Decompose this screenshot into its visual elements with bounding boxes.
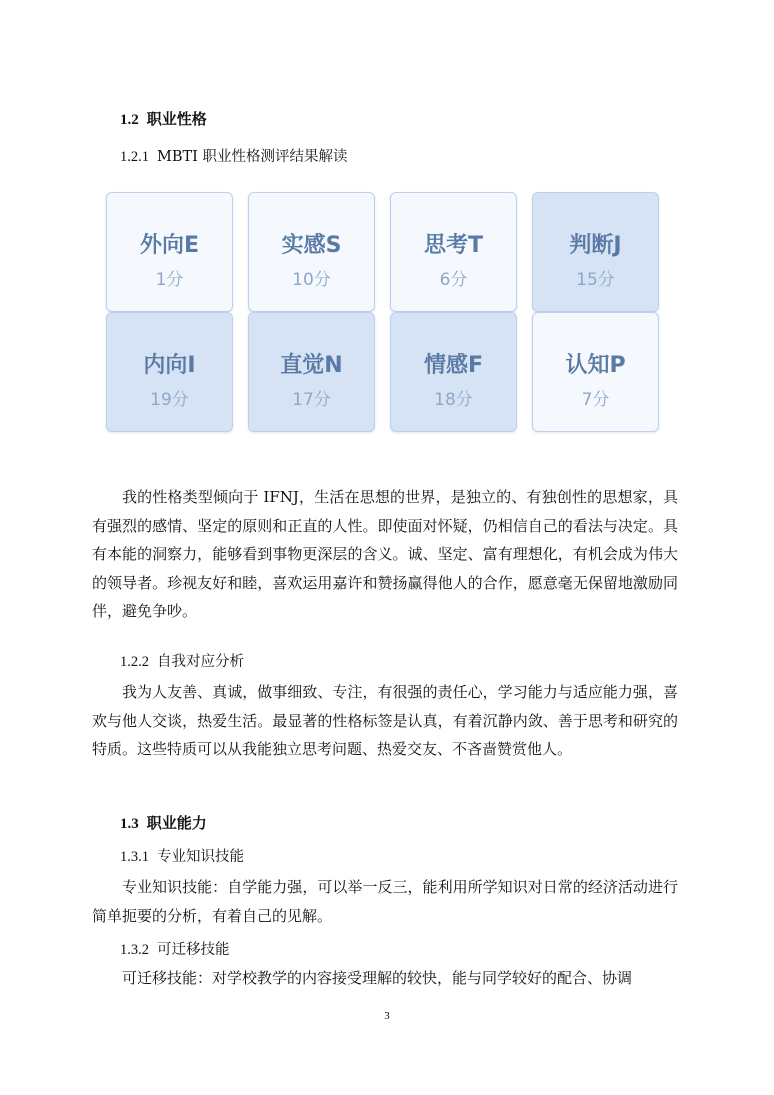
- mbti-card-feeling: [390, 312, 517, 432]
- section-title: 职业能力: [146, 814, 207, 832]
- paragraph-professional-skills: 专业知识技能：自学能力强，可以举一反三，能利用所学知识对日常的经济活动进行简单扼要的分析，有着自己的见解。: [92, 878, 678, 925]
- mbti-dimension: 外向E: [139, 233, 200, 258]
- mbti-score: 7分: [581, 390, 610, 410]
- section-title: 专业知识技能: [157, 849, 244, 865]
- section-title: 自我对应分析: [157, 654, 244, 670]
- mbti-score: 18分: [434, 390, 473, 410]
- mbti-dimension: 认知P: [565, 353, 626, 378]
- mbti-score: 19分: [150, 390, 189, 410]
- paragraph-self-analysis: 我为人友善、真诚，做事细致、专注，有很强的责任心，学习能力与适应能力强，喜欢与他人交谈，热爱生活。最显著的性格标签是认真，有着沉静内敛、善于思考和研究的特质。这些特质可以从我能独立思考问题、热爱交友、不吝啬赞赏他人。: [92, 683, 678, 758]
- mbti-card-thinking: [390, 192, 517, 312]
- section-title: MBTI 职业性格测评结果解读: [157, 149, 348, 165]
- mbti-dimension: 情感F: [423, 353, 484, 378]
- mbti-dimension: 实感S: [281, 233, 342, 258]
- section-heading-1-2-2: [120, 650, 244, 671]
- mbti-card-extravert: [106, 192, 233, 312]
- mbti-score: 1分: [155, 270, 184, 290]
- mbti-score: 6分: [439, 270, 468, 290]
- section-number: 1.3: [120, 816, 139, 832]
- mbti-score: 15分: [576, 270, 615, 290]
- mbti-card-intuition: [248, 312, 375, 432]
- page-number: 3: [384, 1010, 390, 1022]
- mbti-card-perceiving: [532, 312, 659, 432]
- mbti-card-introvert: [106, 312, 233, 432]
- mbti-card-sensing: [248, 192, 375, 312]
- mbti-result-grid: [106, 192, 662, 434]
- mbti-dimension: 内向I: [143, 353, 196, 378]
- section-title: 职业性格: [146, 110, 207, 128]
- mbti-card-judging: [532, 192, 659, 312]
- section-title: 可迁移技能: [157, 942, 230, 958]
- section-heading-1-2: [120, 108, 207, 129]
- paragraph-transferable-skills: 可迁移技能：对学校教学的内容接受理解的较快，能与同学较好的配合、协调: [122, 969, 633, 987]
- paragraph-mbti-interpretation: 我的性格类型倾向于 IFNJ，生活在思想的世界，是独立的、有独创性的思想家，具有强烈的感情、坚定的原则和正直的人性。即使面对怀疑，仍相信自己的看法与决定。具有本能的洞察力，能够看到事物更深层的含义。诚、坚定、富有理想化，有机会成为伟大的领导者。珍视友好和睦，喜欢运用嘉许和赞扬赢得他人的合作，愿意毫无保留地激励同伴，避免争吵。: [92, 488, 678, 620]
- mbti-score: 10分: [292, 270, 331, 290]
- section-number: 1.2.1: [120, 149, 149, 165]
- section-heading-1-3-2: [120, 938, 230, 959]
- section-number: 1.3.1: [120, 849, 149, 865]
- section-heading-1-3-1: [120, 845, 244, 866]
- section-number: 1.3.2: [120, 942, 149, 958]
- mbti-score: 17分: [292, 390, 331, 410]
- mbti-dimension: 直觉N: [280, 353, 343, 378]
- section-number: 1.2: [120, 112, 139, 128]
- section-heading-1-2-1: [120, 145, 348, 166]
- section-number: 1.2.2: [120, 654, 149, 670]
- section-heading-1-3: [120, 812, 207, 833]
- mbti-dimension: 思考T: [423, 233, 483, 258]
- mbti-dimension: 判断J: [569, 233, 622, 258]
